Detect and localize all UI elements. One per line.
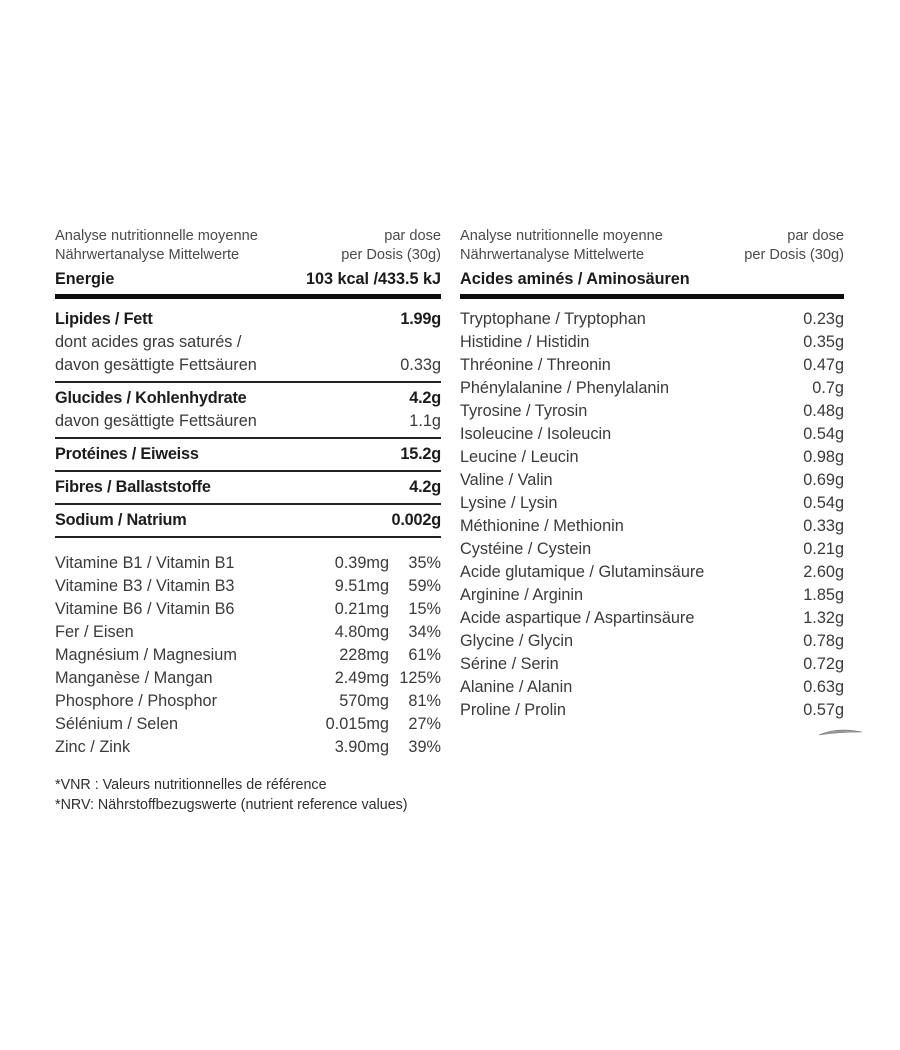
nutrient-row [55,509,441,538]
micronutrient-nrv-percent: 61% [408,646,441,664]
amino-acid-label: Acide aspartique / Aspartinsäure [460,609,695,627]
amino-acid-row [460,630,844,653]
nutrient-value: 0.002g [391,511,441,529]
micronutrient-label: Phosphore / Phosphor [55,692,218,710]
amino-acid-row [460,561,844,584]
nutrient-row [55,410,441,439]
amino-acid-label: Proline / Prolin [460,701,566,719]
nutrient-row [55,387,441,410]
header-title-fr: Analyse nutritionnelle moyenne [460,228,663,244]
nutrient-label: davon gesättigte Fettsäuren [55,356,257,374]
amino-acid-value: 0.47g [803,356,844,374]
nutrient-row [55,443,441,472]
nutrient-label: Lipides / Fett [55,310,153,328]
nutrient-label: davon gesättigte Fettsäuren [55,412,257,430]
amino-acids-title: Acides aminés / Aminosäuren [460,270,690,288]
amino-acid-label: Isoleucine / Isoleucin [460,425,612,443]
nutrient-value: 4.2g [409,478,441,496]
micronutrient-nrv-percent: 15% [408,600,441,618]
nutrient-row [55,308,441,331]
micronutrient-amount: 0.39mg [334,554,389,572]
amino-acid-row [460,653,844,676]
micronutrient-label: Zinc / Zink [55,738,131,756]
micronutrient-row [55,690,441,713]
serving-label-fr: par dose [787,228,844,244]
table-header [460,227,844,265]
serving-label-de: per Dosis (30g) [744,247,844,263]
amino-acid-label: Arginine / Arginin [460,586,584,604]
nutrient-value: 1.1g [409,412,441,430]
serving-label-de: per Dosis (30g) [341,247,441,263]
nutrient-label: dont acides gras saturés / [55,333,242,351]
micronutrient-row [55,621,441,644]
micronutrient-nrv-percent: 125% [399,669,441,687]
amino-acid-row [460,676,844,699]
amino-acid-label: Thréonine / Threonin [460,356,611,374]
micronutrient-amount: 228mg [339,646,389,664]
micronutrient-row [55,552,441,575]
amino-acid-value: 0.7g [812,379,844,397]
amino-acid-row [460,331,844,354]
amino-acid-value: 0.48g [803,402,844,420]
amino-acid-label: Acide glutamique / Glutaminsäure [460,563,705,581]
amino-acid-value: 0.98g [803,448,844,466]
amino-acid-value: 2.60g [803,563,844,581]
micronutrient-label: Vitamine B1 / Vitamin B1 [55,554,235,572]
footnote-vnr: *VNR : Valeurs nutritionnelles de référence [55,777,327,793]
amino-acid-label: Glycine / Glycin [460,632,574,650]
micronutrient-label: Vitamine B3 / Vitamin B3 [55,577,235,595]
micronutrient-label: Fer / Eisen [55,623,134,641]
header-title-fr: Analyse nutritionnelle moyenne [55,228,258,244]
amino-acid-row [460,538,844,561]
macronutrient-rows [55,308,441,538]
amino-acid-label: Phénylalanine / Phenylalanin [460,379,670,397]
amino-acid-value: 0.69g [803,471,844,489]
amino-acid-label: Leucine / Leucin [460,448,579,466]
micronutrient-nrv-percent: 35% [408,554,441,572]
amino-acid-label: Lysine / Lysin [460,494,558,512]
amino-acid-value: 0.78g [803,632,844,650]
amino-acid-label: Sérine / Serin [460,655,559,673]
nutrient-value: 4.2g [409,389,441,407]
amino-acid-value: 0.57g [803,701,844,719]
micronutrient-rows [55,552,441,759]
micronutrient-amount: 9.51mg [334,577,389,595]
micronutrient-row [55,598,441,621]
micronutrient-nrv-percent: 39% [408,738,441,756]
header-title-de: Nährwertanalyse Mittelwerte [460,247,645,263]
amino-acid-row [460,446,844,469]
nutrient-label: Glucides / Kohlenhydrate [55,389,247,407]
micronutrient-row [55,713,441,736]
label-curl-mark [817,724,865,740]
amino-acid-label: Histidine / Histidin [460,333,590,351]
table-header-serving [341,227,441,265]
micronutrient-row [55,736,441,759]
amino-acid-value: 0.33g [803,517,844,535]
micronutrient-amount: 0.21mg [334,600,389,618]
footnote-nrv: *NRV: Nährstoffbezugswerte (nutrient reference values) [55,797,408,813]
amino-acid-label: Cystéine / Cystein [460,540,592,558]
amino-acid-row [460,699,844,722]
nutrient-label: Sodium / Natrium [55,511,187,529]
nutrition-analysis-table [55,227,441,815]
table-header-titles [460,227,663,265]
amino-acid-row [460,308,844,331]
amino-acid-value: 0.54g [803,494,844,512]
energy-value: 103 kcal /433.5 kJ [305,270,441,288]
amino-acid-row [460,584,844,607]
micronutrient-nrv-percent: 27% [408,715,441,733]
header-title-de: Nährwertanalyse Mittelwerte [55,247,240,263]
amino-acid-value: 0.54g [803,425,844,443]
amino-acid-label: Tryptophane / Tryptophan [460,310,646,328]
amino-acid-rows [460,308,844,722]
nutrient-row [55,354,441,383]
amino-acid-row [460,515,844,538]
amino-acid-label: Alanine / Alanin [460,678,573,696]
micronutrient-nrv-percent: 34% [408,623,441,641]
table-header-titles [55,227,258,265]
amino-acid-label: Tyrosine / Tyrosin [460,402,588,420]
table-header-serving [744,227,844,265]
nutrient-label: Protéines / Eiweiss [55,445,199,463]
energy-label: Energie [55,270,115,288]
amino-acid-label: Méthionine / Methionin [460,517,624,535]
micronutrient-row [55,667,441,690]
micronutrient-label: Manganèse / Mangan [55,669,213,687]
micronutrient-amount: 570mg [339,692,389,710]
micronutrient-amount: 4.80mg [334,623,389,641]
amino-acid-row [460,423,844,446]
amino-acid-row [460,469,844,492]
table-header [55,227,441,265]
amino-acid-value: 0.63g [803,678,844,696]
amino-acid-value: 0.35g [803,333,844,351]
micronutrient-label: Vitamine B6 / Vitamin B6 [55,600,235,618]
amino-acids-table [460,227,844,722]
nutrient-value: 15.2g [400,445,441,463]
micronutrient-nrv-percent: 59% [408,577,441,595]
footnotes [55,775,441,815]
micronutrient-row [55,575,441,598]
micronutrient-amount: 0.015mg [325,715,389,733]
section-divider-bar [55,294,441,299]
amino-acid-value: 0.23g [803,310,844,328]
amino-acid-row [460,492,844,515]
amino-acid-row [460,400,844,423]
energy-row [55,269,441,290]
serving-label-fr: par dose [384,228,441,244]
micronutrient-label: Magnésium / Magnesium [55,646,237,664]
nutrient-value: 1.99g [400,310,441,328]
amino-acid-row [460,607,844,630]
amino-acid-value: 1.85g [803,586,844,604]
nutrient-row [55,331,441,354]
micronutrient-label: Sélénium / Selen [55,715,179,733]
amino-acids-title-row [460,269,844,290]
micronutrient-row [55,644,441,667]
micronutrient-amount: 2.49mg [334,669,389,687]
amino-acid-value: 0.21g [803,540,844,558]
nutrient-value: 0.33g [400,356,441,374]
micronutrient-nrv-percent: 81% [408,692,441,710]
amino-acid-value: 1.32g [803,609,844,627]
nutrient-label: Fibres / Ballaststoffe [55,478,211,496]
section-divider-bar [460,294,844,299]
amino-acid-value: 0.72g [803,655,844,673]
amino-acid-row [460,354,844,377]
micronutrient-amount: 3.90mg [334,738,389,756]
amino-acid-label: Valine / Valin [460,471,553,489]
amino-acid-row [460,377,844,400]
nutrient-row [55,476,441,505]
